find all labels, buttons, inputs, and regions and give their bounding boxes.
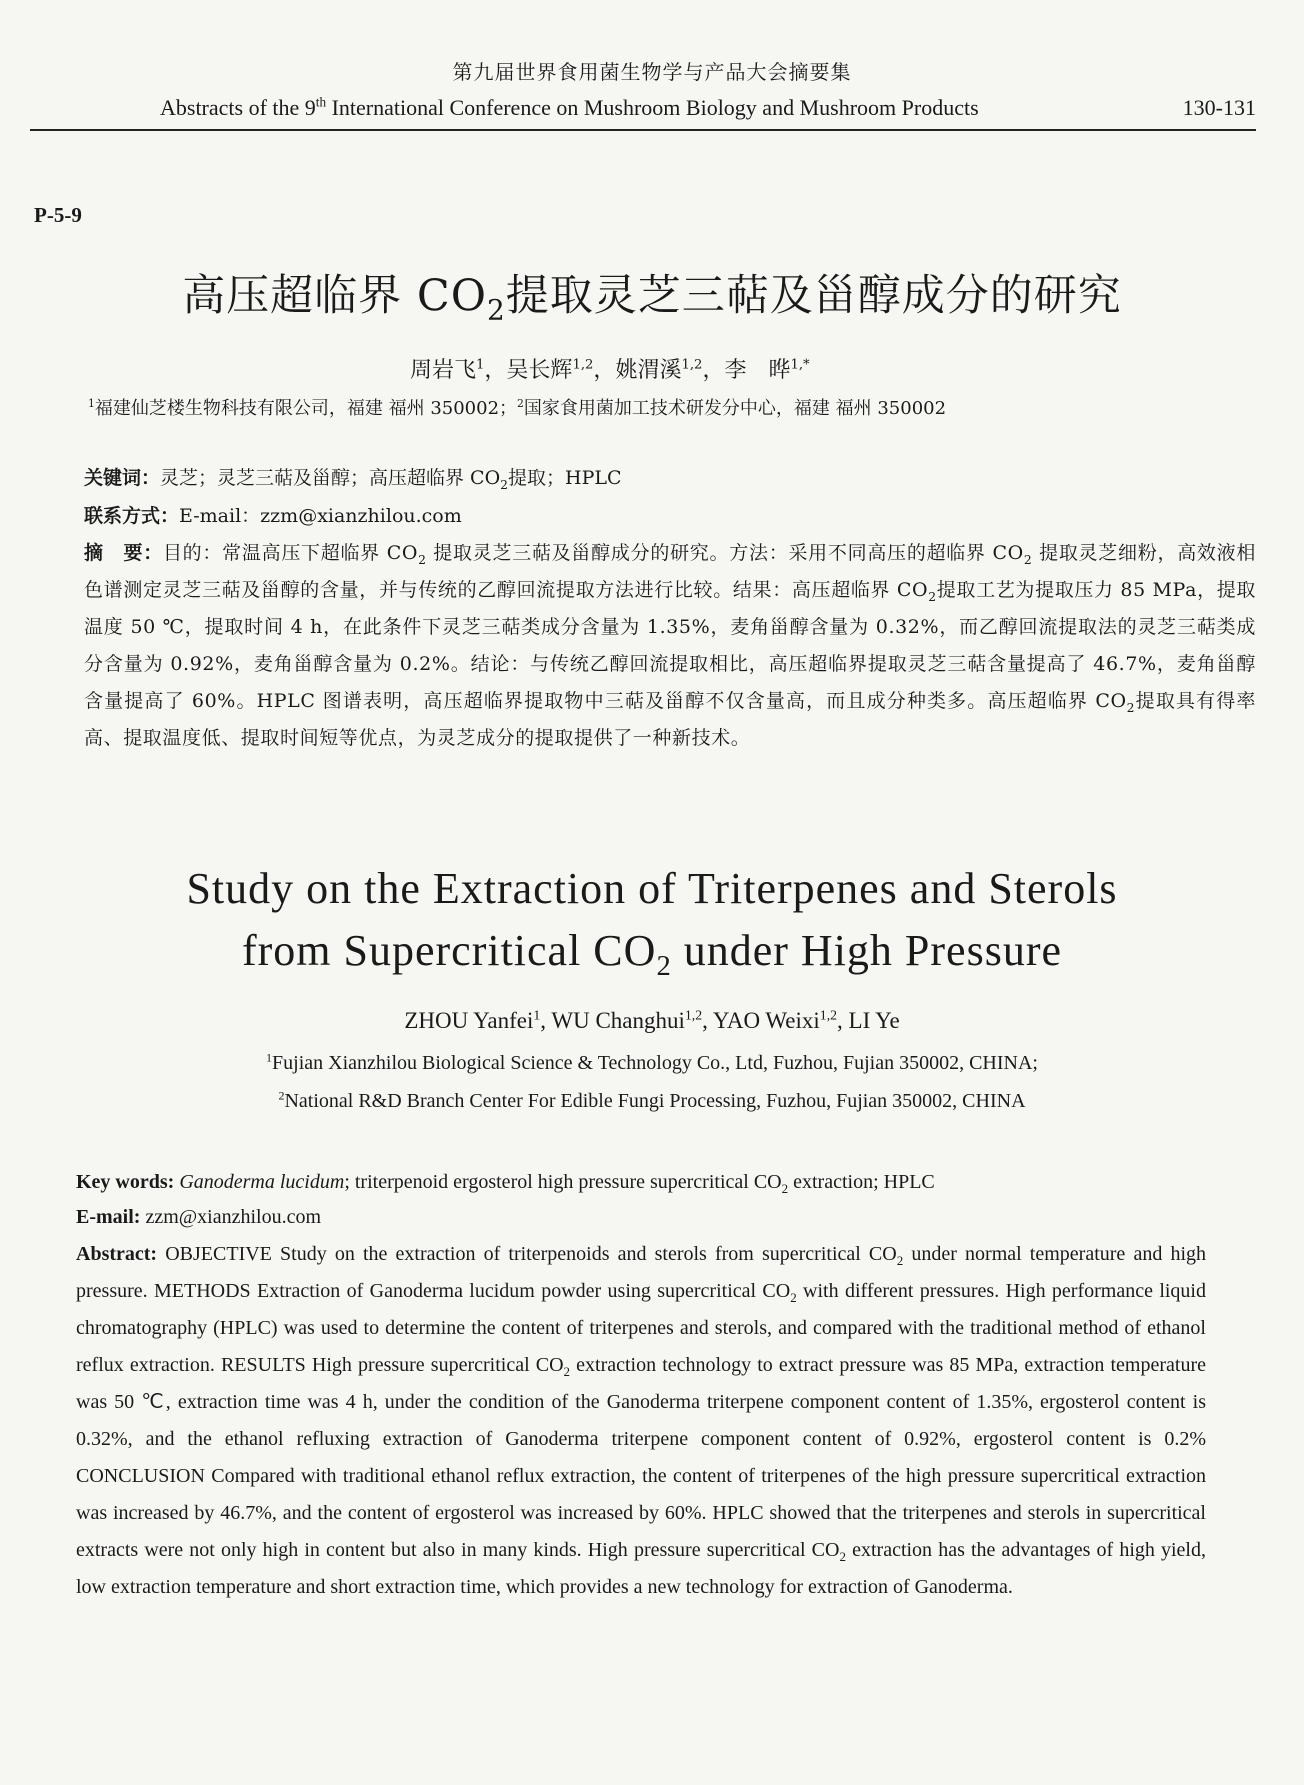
author-name: ZHOU Yanfei bbox=[404, 1008, 534, 1033]
contact-cn: 联系方式：E-mail：zzm@xianzhilou.com bbox=[84, 505, 462, 527]
paper-code: P-5-9 bbox=[34, 203, 82, 227]
author-name: YAO Weixi bbox=[712, 1008, 820, 1033]
author-name: WU Changhui bbox=[551, 1008, 685, 1033]
page-range: 130-131 bbox=[1182, 95, 1256, 120]
author-name: 周岩飞 bbox=[410, 358, 477, 383]
keywords-en: Key words: Ganoderma lucidum; triterpenoid ergosterol high pressure supercritical $CO_2$ extraction; HPLC bbox=[76, 1171, 935, 1196]
email-en: E-mail: zzm@xianzhilou.com bbox=[76, 1206, 322, 1228]
keywords-cn: 关键词：灵芝；灵芝三萜及甾醇；高压超临界 $CO_2$提取；HPLC bbox=[84, 467, 622, 492]
author-list-cn: 周岩飞$^1$，吴长辉$^{1,2}$，姚渭溪$^{1,2}$，李 晔$^{1,*}$ bbox=[410, 357, 810, 383]
paper-title-cn: 高压超临界 $CO_2$提取灵芝三萜及甾醇成分的研究 bbox=[182, 271, 1122, 327]
running-header-en: Abstracts of the 9th International Conference on Mushroom Biology and Mushroom Products bbox=[160, 94, 979, 120]
abstract-en: Abstract: OBJECTIVE Study on the extraction of triterpenoids and sterols from supercritical $CO_2$ under normal temperature and high pressure. METHODS Extraction of Ganoderma lucidum powder using supercritical $CO_2$ with different pressures. High performance liquid chromatography (HPLC) was used to determine the content of triterpenes and sterols, and compared with the traditional method of ethanol reflux extraction. RESULTS High pressure supercritical $CO_2$ extraction technology to extract pressure was 85 MPa, extraction temperature was 50 ℃, extraction time was 4 h, under the condition of the Ganoderma triterpene component content of 1.35%, ergosterol content is 0.32%, and the ethanol refluxing extraction of Ganoderma triterpene component content of 0.92%, ergosterol content is 0.2% CONCLUSION Compared with traditional ethanol reflux extraction, the content of triterpenes of the high pressure supercritical extraction was increased by 46.7%, and the content of ergosterol was increased by 60%. HPLC showed that the triterpenes and sterols in supercritical extracts were not only high in content but also in many kinds. High pressure supercritical $CO_2$ extraction has the advantages of high yield, low extraction temperature and short extraction time, which provides a new technology for extraction of Ganoderma. bbox=[76, 1243, 1207, 1598]
author-name: 姚渭溪 bbox=[615, 358, 682, 383]
author-list-en: ZHOU Yanfei$^1$, WU Changhui$^{1,2}$, YAO Weixi$^{1,2}$, LI Ye bbox=[404, 1007, 900, 1033]
header-divider bbox=[30, 129, 1256, 131]
running-header-cn: 第九届世界食用菌生物学与产品大会摘要集 bbox=[452, 60, 852, 84]
author-name: 李 晔 bbox=[724, 358, 791, 383]
abstract-cn: 摘 要：目的：常温高压下超临界 $CO_2$ 提取灵芝三萜及甾醇成分的研究。方法：采用不同高压的超临界 $CO_2$ 提取灵芝细粉，高效液相色谱测定灵芝三萜及甾醇的含量，并与传统的乙醇回流提取方法进行比较。结果：高压超临界 $CO_2$提取工艺为提取压力 85 MPa，提取温度 50 ℃，提取时间 4 h，在此条件下灵芝三萜类成分含量为 1.35%，麦角甾醇含量为 0.32%，而乙醇回流提取法的灵芝三萜类成分含量为 0.92%，麦角甾醇含量为 0.2%。结论：与传统乙醇回流提取相比，高压超临界提取灵芝三萜含量提高了 46.7%，麦角甾醇含量提高了 60%。HPLC 图谱表明，高压超临界提取物中三萜及甾醇不仅含量高，而且成分种类多。高压超临界 $CO_2$提取具有得率高、提取温度低、提取时间短等优点，为灵芝成分的提取提供了一种新技术。 bbox=[84, 542, 1257, 749]
affiliations-cn: $^1$福建仙芝楼生物科技有限公司，福建 福州 350002；$^2$国家食用菌加工技术研发分中心，福建 福州 350002 bbox=[88, 397, 947, 419]
author-name: 吴长辉 bbox=[506, 358, 573, 383]
author-name: LI Ye bbox=[848, 1008, 900, 1033]
affiliation-en-1: $^1$Fujian Xianzhilou Biological Science & Technology Co., Ltd, Fuzhou, Fujian 350002, CHINA; bbox=[266, 1050, 1038, 1074]
paper-title-en: Study on the Extraction of Triterpenes and Sterols from Supercritical $CO_2$ under High Pressure bbox=[186, 864, 1118, 982]
affiliation-en-2: $^2$National R&D Branch Center For Edible Fungi Processing, Fuzhou, Fujian 350002, CHINA bbox=[278, 1088, 1026, 1112]
